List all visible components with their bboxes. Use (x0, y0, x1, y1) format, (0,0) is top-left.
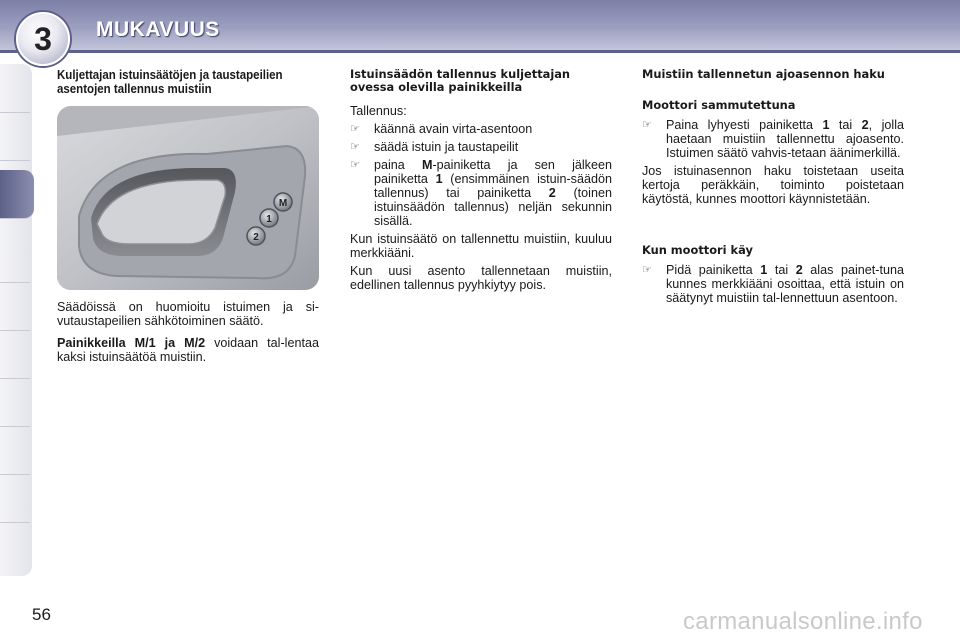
column-right (642, 68, 904, 309)
paragraph-saved-beep: Kun istuinsäätö on tallennettu muistiin, kuuluu merkkiääni. (350, 232, 612, 260)
paragraph-buttons (57, 336, 319, 364)
engine-running-list (642, 263, 904, 305)
save-step-3-g: (toinen istuinsäädön tallennus) neljän sekunnin sisällä. (374, 186, 612, 228)
door-handle-illustration (57, 106, 319, 290)
save-step-3-d: 1 (435, 172, 443, 186)
save-intro: Tallennus: (350, 104, 407, 118)
engine-off-step-b: 1 (822, 118, 830, 132)
pointing-hand-icon: ☞ (350, 141, 360, 153)
memory-button-1-label: 1 (266, 214, 272, 225)
chapter-tab-2[interactable] (0, 112, 30, 161)
list-item (350, 158, 612, 228)
chapter-number-badge (16, 12, 70, 66)
save-step-2: säädä istuin ja taustapeilit (374, 140, 519, 154)
engine-running-step-e: alas painet-tuna kunnes merkkiääni osoittaa, että istuin on säätynyt muistiin tal-lennettuun asentoon. (666, 263, 904, 305)
engine-off-step-e: , jolla haetaan muistiin tallennettu ajoasento. Istuimen säätö vahvis-tetaan äänimerkillä. (666, 118, 904, 160)
pointing-hand-icon: ☞ (350, 123, 360, 135)
list-item (350, 122, 612, 136)
column-left (57, 68, 319, 96)
save-step-1: käännä avain virta-asentoon (374, 122, 533, 136)
paragraph-buttons-bold: Painikkeilla M/1 ja M/2 (57, 336, 206, 350)
section-heading-save: Istuinsäädön tallennus kuljettajan ovessa olevilla painikkeilla (350, 67, 571, 94)
engine-off-list (642, 118, 904, 160)
chapter-tab-7[interactable] (0, 378, 30, 427)
pointing-hand-icon: ☞ (642, 119, 652, 131)
paragraph-recall-disabled: Jos istuinasennon haku toistetaan useita kertoja peräkkäin, toiminto poistetaan käytöstä, kunnes moottori käynnistetään. (642, 164, 904, 206)
section-heading-memory: Kuljettajan istuinsäätöjen ja taustapeilien asentojen tallennus muistiin (57, 68, 283, 96)
memory-button-m-label: M (278, 198, 288, 209)
save-step-3-f: 2 (548, 186, 556, 200)
engine-running-step-d: 2 (795, 263, 803, 277)
chapter-tab-4[interactable] (0, 234, 30, 283)
pointing-hand-icon: ☞ (350, 159, 360, 171)
chapter-tab-9[interactable] (0, 474, 30, 523)
save-step-3-c: -painiketta ja sen jälkeen painiketta (374, 158, 612, 186)
engine-off-step-c: tai (829, 118, 862, 132)
subheading-engine-running: Kun moottori käy (642, 243, 753, 257)
subheading-engine-off: Moottori sammutettuna (642, 98, 796, 112)
column-left-text (57, 300, 319, 364)
engine-running-step-b: 1 (760, 263, 768, 277)
list-item (642, 118, 904, 160)
page-title: MUKAVUUS (96, 18, 220, 41)
chapter-number: 3 (34, 20, 52, 57)
page-number: 56 (32, 605, 51, 624)
engine-running-step (666, 263, 904, 305)
paragraph-buttons-rest: voidaan tal-lentaa kaksi istuinsäätöä muistiin. (57, 336, 319, 364)
chapter-tab-strip (0, 64, 32, 576)
door-panel-photo (57, 106, 319, 290)
save-step-3 (374, 158, 612, 228)
save-steps-list (350, 122, 612, 228)
chapter-tab-10[interactable] (0, 522, 30, 570)
watermark: carmanualsonline.info (683, 608, 923, 635)
section-heading-recall: Muistiin tallennetun ajoasennon haku (642, 67, 885, 81)
chapter-tab-5[interactable] (0, 282, 30, 331)
chapter-tab-1[interactable] (0, 64, 30, 113)
column-middle (350, 68, 612, 292)
chapter-tab-6[interactable] (0, 330, 30, 379)
engine-off-step (666, 118, 904, 160)
list-item (350, 140, 612, 154)
header-divider (0, 50, 960, 53)
paragraph-adjustments: Säädöissä on huomioitu istuimen ja si-vutaustapeilien sähkötoiminen säätö. (57, 300, 319, 328)
save-step-3-a: paina (374, 158, 422, 172)
pointing-hand-icon: ☞ (642, 264, 652, 276)
paragraph-overwrite: Kun uusi asento tallennetaan muistiin, edellinen tallennus pyyhkiytyy pois. (350, 264, 612, 292)
engine-running-step-a: Pidä painiketta (666, 263, 761, 277)
engine-running-step-c: tai (767, 263, 796, 277)
save-step-3-b: M (421, 158, 433, 172)
list-item (642, 263, 904, 305)
engine-off-step-d: 2 (861, 118, 869, 132)
save-step-3-e: (ensimmäinen istuin-säädön tallennus) tai painiketta (374, 172, 612, 200)
engine-off-step-a: Paina lyhyesti painiketta (666, 118, 823, 132)
chapter-tab-3-active[interactable] (0, 170, 34, 219)
memory-button-2-label: 2 (253, 232, 259, 243)
chapter-tab-8[interactable] (0, 426, 30, 475)
